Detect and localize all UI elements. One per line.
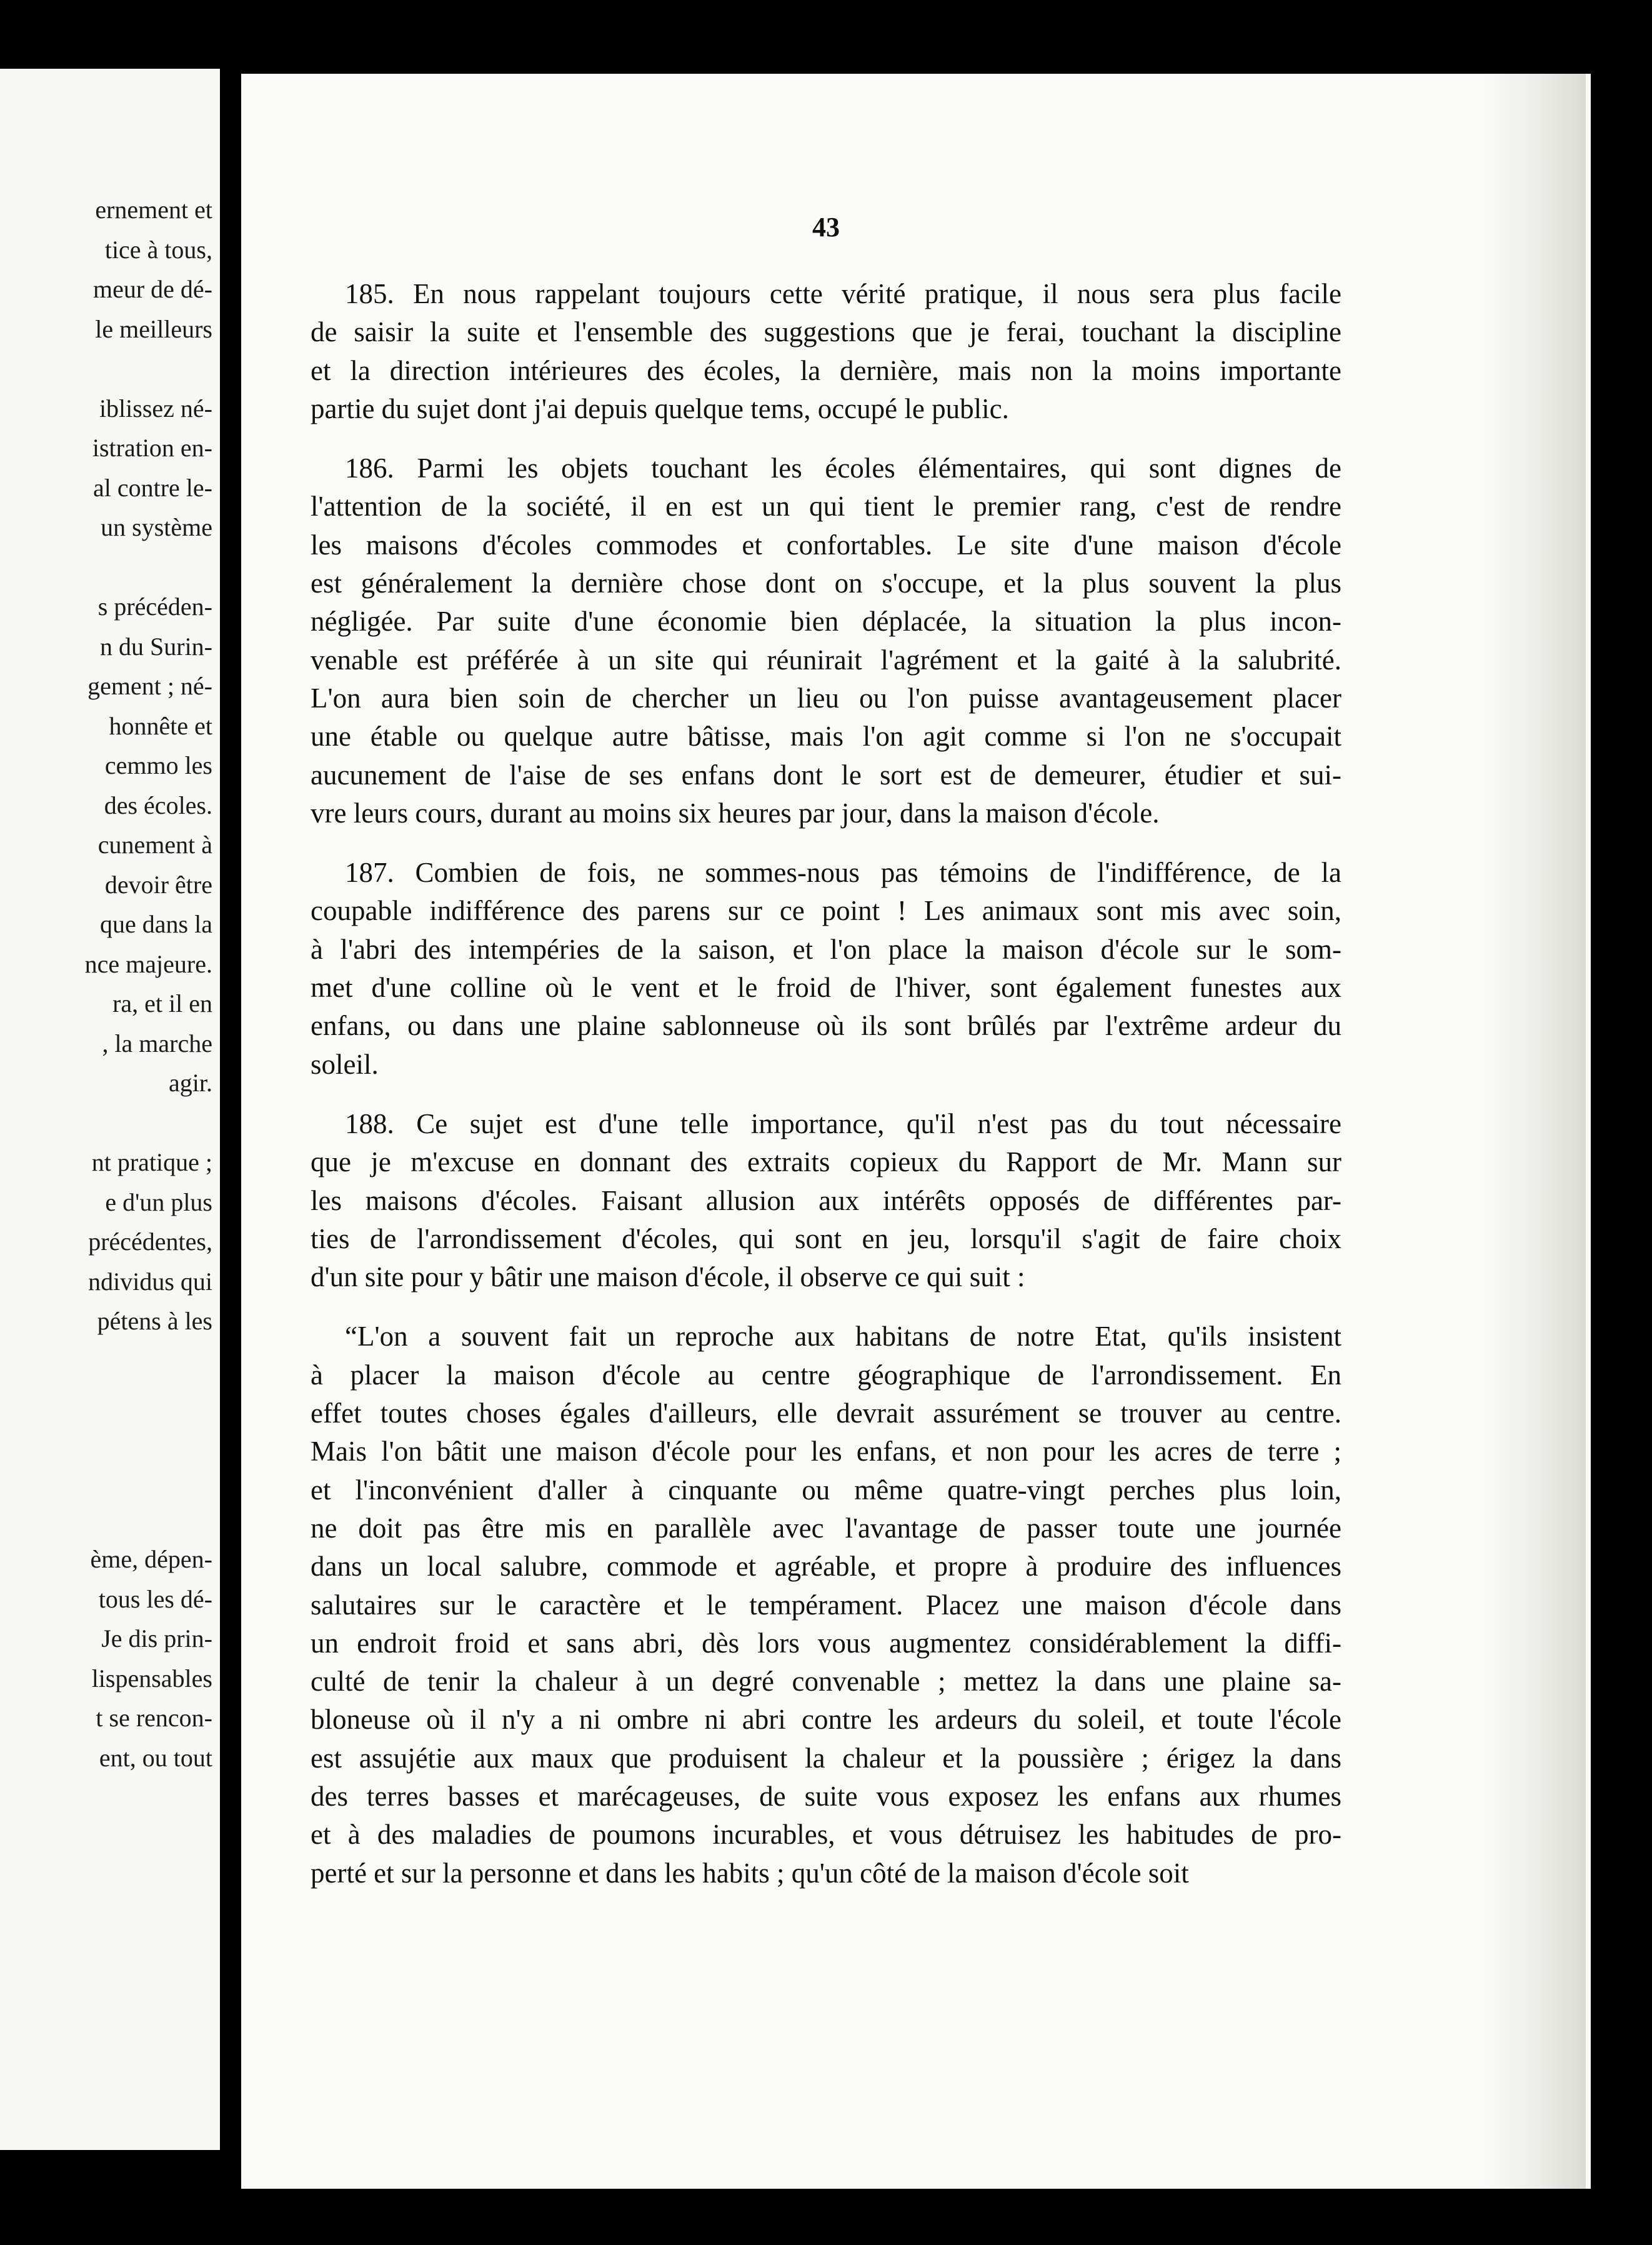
text-line: une étable ou quelque autre bâtisse, mais l'on agit comme si l'on ne s'occupait — [311, 721, 1341, 752]
text-line: venable est préférée à un site qui réunirait l'agrément et la gaité à la salubrité. — [311, 644, 1341, 676]
text-line: et l'inconvénient d'aller à cinquante ou même quatre-vingt perches plus loin, — [311, 1474, 1341, 1506]
left-fragment-line: des écoles. — [104, 791, 212, 819]
text-line: effet toutes choses égales d'ailleurs, elle devrait assurément se trouver au centre. — [311, 1398, 1341, 1429]
text-line: enfans, ou dans une plaine sablonneuse où ils sont brûlés par l'extrême ardeur du — [311, 1010, 1341, 1042]
text-line: 186. Parmi les objets touchant les écoles élémentaires, qui sont dignes de — [345, 452, 1341, 484]
left-fragment-line: ernement et — [95, 196, 212, 224]
text-line: soleil. — [311, 1048, 379, 1080]
body-text — [311, 275, 1341, 1914]
paragraph — [311, 449, 1341, 832]
left-fragment-line: lispensables — [91, 1664, 212, 1692]
text-line: un endroit froid et sans abri, dès lors vous augmentez considérablement la diffi- — [311, 1627, 1341, 1659]
text-line: vre leurs cours, durant au moins six heures par jour, dans la maison d'école. — [311, 797, 1160, 829]
text-line: 187. Combien de fois, ne sommes-nous pas témoins de l'indifférence, de la — [345, 857, 1341, 889]
left-fragment-line: ndividus qui — [88, 1267, 212, 1296]
paragraph — [311, 854, 1341, 1084]
text-line: l'attention de la société, il en est un qui tient le premier rang, c'est de rendre — [311, 491, 1341, 522]
left-fragment-line: cunement à — [97, 831, 212, 859]
left-fragment-line: ème, dépen- — [90, 1545, 212, 1573]
left-page-fragment — [0, 69, 220, 2150]
left-fragment-line: Je dis prin- — [101, 1624, 212, 1652]
text-line: et la direction intérieures des écoles, la dernière, mais non la moins importante — [311, 354, 1341, 386]
text-line: partie du sujet dont j'ai depuis quelque tems, occupé le public. — [311, 392, 1009, 424]
page-edge — [1481, 74, 1586, 2189]
text-line: et à des maladies de poumons incurables, et vous détruisez les habitudes de pro- — [311, 1819, 1341, 1851]
left-fragment-line: un système — [101, 513, 212, 541]
text-line: “L'on a souvent fait un reproche aux habitans de notre Etat, qu'ils insistent — [345, 1321, 1341, 1352]
left-fragment-line: istration en- — [92, 434, 212, 462]
left-fragment-line: précédentes, — [88, 1228, 212, 1256]
text-line: coupable indifférence des parens sur ce point ! Les animaux sont mis avec soin, — [311, 895, 1341, 927]
text-line: culté de tenir la chaleur à un degré convenable ; mettez la dans une plaine sa- — [311, 1666, 1341, 1698]
text-line: de saisir la suite et l'ensemble des suggestions que je ferai, touchant la discipline — [311, 316, 1341, 348]
left-fragment-line: e d'un plus — [105, 1188, 212, 1216]
left-fragment-line: nt pratique ; — [91, 1148, 212, 1176]
left-fragment-line: tous les dé- — [98, 1584, 212, 1613]
left-fragment-line: agir. — [169, 1069, 212, 1097]
text-line: 185. En nous rappelant toujours cette vérité pratique, il nous sera plus facile — [345, 278, 1341, 309]
left-fragment-line: ent, ou tout — [99, 1743, 212, 1772]
paragraph — [311, 1105, 1341, 1296]
left-fragment-line: t se rencon- — [96, 1704, 212, 1732]
left-fragment-line: n du Surin- — [100, 632, 212, 661]
text-line: dans un local salubre, commode et agréable, et propre à produire des influences — [311, 1551, 1341, 1582]
left-fragment-line: , la marche — [102, 1029, 212, 1058]
text-line: des terres basses et marécageuses, de suite vous exposez les enfans aux rhumes — [311, 1780, 1341, 1812]
left-fragment-line: iblissez né- — [99, 394, 212, 422]
text-line: met d'une colline où le vent et le froid de l'hiver, sont également funestes aux — [311, 972, 1341, 1004]
text-line: négligée. Par suite d'une économie bien déplacée, la situation la plus incon- — [311, 606, 1341, 638]
left-fragment-line: honnête et — [109, 711, 212, 740]
text-line: L'on aura bien soin de chercher un lieu ou l'on puisse avantageusement placer — [311, 682, 1341, 714]
text-line: est assujétie aux maux que produisent la chaleur et la poussière ; érigez la dans — [311, 1742, 1341, 1774]
text-line: est généralement la dernière chose dont on s'occupe, et la plus souvent la plus — [311, 568, 1341, 599]
left-fragment-line: meur de dé- — [92, 275, 212, 303]
text-line: perté et sur la personne et dans les habits ; qu'un côté de la maison d'école soit — [311, 1857, 1189, 1889]
text-line: à l'abri des intempéries de la saison, et l'on place la maison d'école sur le som- — [311, 933, 1341, 965]
left-fragment-line: s précéden- — [97, 592, 212, 621]
left-fragment-line: ra, et il en — [112, 989, 212, 1018]
text-line: ties de l'arrondissement d'écoles, qui sont en jeu, lorsqu'il s'agit de faire choix — [311, 1222, 1341, 1254]
left-fragment-line: pétens à les — [97, 1307, 212, 1335]
left-fragment-line: le meilleurs — [95, 314, 212, 343]
text-line: les maisons d'écoles commodes et confortables. Le site d'une maison d'école — [311, 529, 1341, 561]
text-line: bloneuse où il n'y a ni ombre ni abri contre les ardeurs du soleil, et toute l'école — [311, 1704, 1341, 1736]
text-line: salutaires sur le caractère et le tempérament. Placez une maison d'école dans — [311, 1589, 1341, 1621]
page-number: 43 — [812, 212, 840, 242]
paragraph — [311, 1318, 1341, 1892]
text-line: Mais l'on bâtit une maison d'école pour les enfans, et non pour les acres de terre ; — [311, 1436, 1341, 1468]
left-fragment-line: cemmo les — [104, 751, 212, 779]
text-line: 188. Ce sujet est d'une telle importance, qu'il n'est pas du tout nécessaire — [345, 1108, 1341, 1139]
text-line: ne doit pas être mis en parallèle avec l'avantage de passer toute une journée — [311, 1512, 1341, 1544]
text-line: à placer la maison d'école au centre géographique de l'arrondissement. En — [311, 1359, 1341, 1391]
left-fragment-line: gement ; né- — [87, 672, 212, 700]
left-fragment-line: devoir être — [104, 870, 212, 899]
left-fragment-line: al contre le- — [93, 473, 212, 502]
left-fragment-line: nce majeure. — [84, 949, 212, 978]
left-fragment-line: tice à tous, — [104, 235, 212, 264]
text-line: les maisons d'écoles. Faisant allusion aux intérêts opposés de différentes par- — [311, 1184, 1341, 1216]
left-fragment-line: que dans la — [100, 910, 212, 938]
text-line: d'un site pour y bâtir une maison d'école, il observe ce qui suit : — [311, 1261, 1025, 1293]
text-line: aucunement de l'aise de ses enfans dont le sort est de demeurer, étudier et sui- — [311, 759, 1341, 791]
text-line: que je m'excuse en donnant des extraits copieux du Rapport de Mr. Mann sur — [311, 1146, 1341, 1178]
paragraph — [311, 275, 1341, 428]
